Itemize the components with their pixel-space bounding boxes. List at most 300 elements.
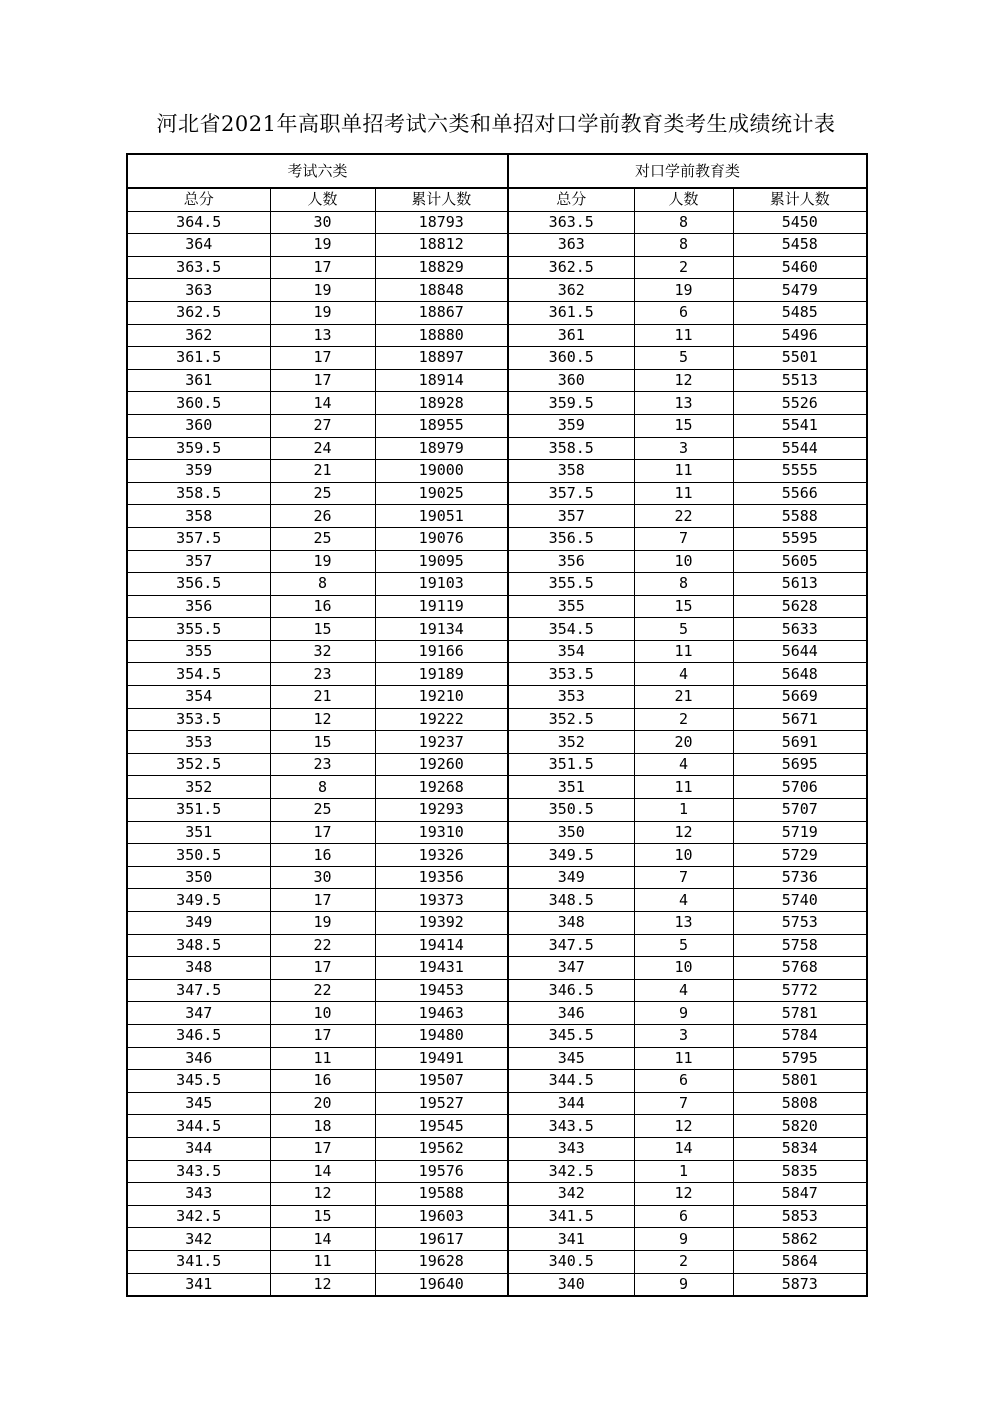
count-cell: 2 <box>634 708 733 731</box>
table-row <box>127 889 867 912</box>
count-cell: 15 <box>270 618 375 641</box>
table-row <box>127 1002 867 1025</box>
total-score-cell: 359 <box>508 414 634 437</box>
total-score-cell: 343.5 <box>127 1160 270 1183</box>
count-cell: 4 <box>634 979 733 1002</box>
total-score-cell: 352.5 <box>127 753 270 776</box>
count-cell: 17 <box>270 347 375 370</box>
table-row <box>127 301 867 324</box>
cumulative-cell: 5847 <box>733 1183 867 1206</box>
total-score-cell: 347 <box>127 1002 270 1025</box>
total-score-cell: 361 <box>508 324 634 347</box>
table-row <box>127 279 867 302</box>
total-score-cell: 355 <box>127 640 270 663</box>
count-cell: 23 <box>270 753 375 776</box>
cumulative-cell: 19640 <box>375 1273 508 1296</box>
cumulative-cell: 18848 <box>375 279 508 302</box>
count-cell: 5 <box>634 347 733 370</box>
cumulative-cell: 5820 <box>733 1115 867 1138</box>
total-score-cell: 359 <box>127 460 270 483</box>
column-header-count: 人数 <box>634 188 733 211</box>
table-row <box>127 595 867 618</box>
count-cell: 15 <box>270 731 375 754</box>
count-cell: 6 <box>634 1205 733 1228</box>
table-row <box>127 1047 867 1070</box>
cumulative-cell: 18897 <box>375 347 508 370</box>
count-cell: 8 <box>270 573 375 596</box>
column-header-row <box>127 188 867 211</box>
cumulative-cell: 5541 <box>733 414 867 437</box>
total-score-cell: 344.5 <box>508 1070 634 1093</box>
count-cell: 21 <box>270 686 375 709</box>
count-cell: 4 <box>634 889 733 912</box>
column-header-total-score: 总分 <box>508 188 634 211</box>
cumulative-cell: 5496 <box>733 324 867 347</box>
count-cell: 6 <box>634 1070 733 1093</box>
table-row <box>127 347 867 370</box>
count-cell: 19 <box>270 912 375 935</box>
count-cell: 32 <box>270 640 375 663</box>
count-cell: 20 <box>270 1092 375 1115</box>
total-score-cell: 363.5 <box>508 211 634 234</box>
cumulative-cell: 19260 <box>375 753 508 776</box>
total-score-cell: 341 <box>127 1273 270 1296</box>
count-cell: 17 <box>270 369 375 392</box>
count-cell: 11 <box>634 1047 733 1070</box>
total-score-cell: 353.5 <box>508 663 634 686</box>
cumulative-cell: 19326 <box>375 844 508 867</box>
total-score-cell: 361.5 <box>508 301 634 324</box>
total-score-cell: 354.5 <box>127 663 270 686</box>
total-score-cell: 344 <box>127 1137 270 1160</box>
count-cell: 17 <box>270 821 375 844</box>
cumulative-cell: 5862 <box>733 1228 867 1251</box>
table-row <box>127 1092 867 1115</box>
count-cell: 30 <box>270 866 375 889</box>
total-score-cell: 343 <box>508 1137 634 1160</box>
total-score-cell: 359.5 <box>508 392 634 415</box>
cumulative-cell: 5691 <box>733 731 867 754</box>
total-score-cell: 341.5 <box>127 1250 270 1273</box>
column-header-cumulative: 累计人数 <box>375 188 508 211</box>
total-score-cell: 347.5 <box>127 979 270 1002</box>
count-cell: 12 <box>270 708 375 731</box>
table-row <box>127 1273 867 1296</box>
count-cell: 9 <box>634 1273 733 1296</box>
total-score-cell: 340 <box>508 1273 634 1296</box>
cumulative-cell: 5628 <box>733 595 867 618</box>
total-score-cell: 352.5 <box>508 708 634 731</box>
total-score-cell: 356.5 <box>508 527 634 550</box>
document-title: 河北省2021年高职单招考试六类和单招对口学前教育类考生成绩统计表 <box>156 112 836 136</box>
cumulative-cell: 19051 <box>375 505 508 528</box>
count-cell: 17 <box>270 889 375 912</box>
cumulative-cell: 19463 <box>375 1002 508 1025</box>
table-row <box>127 686 867 709</box>
column-header-total-score: 总分 <box>127 188 270 211</box>
total-score-cell: 349 <box>127 912 270 935</box>
table-row <box>127 527 867 550</box>
total-score-cell: 355.5 <box>127 618 270 641</box>
cumulative-cell: 5834 <box>733 1137 867 1160</box>
total-score-cell: 346 <box>127 1047 270 1070</box>
count-cell: 3 <box>634 437 733 460</box>
cumulative-cell: 19507 <box>375 1070 508 1093</box>
total-score-cell: 360.5 <box>508 347 634 370</box>
total-score-cell: 346.5 <box>127 1024 270 1047</box>
cumulative-cell: 19392 <box>375 912 508 935</box>
table-row <box>127 414 867 437</box>
table-row <box>127 776 867 799</box>
total-score-cell: 345 <box>127 1092 270 1115</box>
table-row <box>127 708 867 731</box>
table-row <box>127 211 867 234</box>
cumulative-cell: 19562 <box>375 1137 508 1160</box>
total-score-cell: 357 <box>127 550 270 573</box>
cumulative-cell: 5740 <box>733 889 867 912</box>
count-cell: 11 <box>634 482 733 505</box>
count-cell: 10 <box>634 957 733 980</box>
total-score-cell: 358.5 <box>127 482 270 505</box>
count-cell: 15 <box>634 414 733 437</box>
total-score-cell: 350 <box>127 866 270 889</box>
cumulative-cell: 5801 <box>733 1070 867 1093</box>
total-score-cell: 362 <box>508 279 634 302</box>
table-row <box>127 934 867 957</box>
cumulative-cell: 5772 <box>733 979 867 1002</box>
cumulative-cell: 5706 <box>733 776 867 799</box>
count-cell: 19 <box>270 550 375 573</box>
total-score-cell: 345 <box>508 1047 634 1070</box>
count-cell: 14 <box>634 1137 733 1160</box>
total-score-cell: 356.5 <box>127 573 270 596</box>
total-score-cell: 356 <box>508 550 634 573</box>
cumulative-cell: 19453 <box>375 979 508 1002</box>
table-row <box>127 460 867 483</box>
table-row <box>127 979 867 1002</box>
cumulative-cell: 19310 <box>375 821 508 844</box>
cumulative-cell: 19210 <box>375 686 508 709</box>
table-body <box>127 211 867 1296</box>
total-score-cell: 345.5 <box>508 1024 634 1047</box>
cumulative-cell: 5513 <box>733 369 867 392</box>
count-cell: 11 <box>270 1250 375 1273</box>
total-score-cell: 346.5 <box>508 979 634 1002</box>
total-score-cell: 351 <box>508 776 634 799</box>
count-cell: 10 <box>634 550 733 573</box>
table-row <box>127 618 867 641</box>
cumulative-cell: 5648 <box>733 663 867 686</box>
table-row <box>127 234 867 257</box>
count-cell: 19 <box>634 279 733 302</box>
total-score-cell: 351.5 <box>127 799 270 822</box>
count-cell: 12 <box>634 369 733 392</box>
total-score-cell: 363 <box>508 234 634 257</box>
count-cell: 1 <box>634 1160 733 1183</box>
total-score-cell: 342 <box>508 1183 634 1206</box>
total-score-cell: 348.5 <box>508 889 634 912</box>
table-row <box>127 324 867 347</box>
table-row <box>127 482 867 505</box>
cumulative-cell: 5479 <box>733 279 867 302</box>
cumulative-cell: 18979 <box>375 437 508 460</box>
count-cell: 13 <box>270 324 375 347</box>
cumulative-cell: 5501 <box>733 347 867 370</box>
count-cell: 12 <box>634 1183 733 1206</box>
count-cell: 17 <box>270 1137 375 1160</box>
table-row <box>127 663 867 686</box>
count-cell: 11 <box>634 776 733 799</box>
group-header-six-categories: 考试六类 <box>127 154 508 188</box>
table-row <box>127 912 867 935</box>
column-header-count: 人数 <box>270 188 375 211</box>
cumulative-cell: 5753 <box>733 912 867 935</box>
count-cell: 18 <box>270 1115 375 1138</box>
cumulative-cell: 5669 <box>733 686 867 709</box>
cumulative-cell: 5633 <box>733 618 867 641</box>
count-cell: 15 <box>270 1205 375 1228</box>
cumulative-cell: 19237 <box>375 731 508 754</box>
total-score-cell: 348.5 <box>127 934 270 957</box>
count-cell: 11 <box>270 1047 375 1070</box>
count-cell: 11 <box>634 640 733 663</box>
cumulative-cell: 19134 <box>375 618 508 641</box>
cumulative-cell: 5719 <box>733 821 867 844</box>
count-cell: 25 <box>270 527 375 550</box>
total-score-cell: 359.5 <box>127 437 270 460</box>
total-score-cell: 358 <box>508 460 634 483</box>
table-row <box>127 731 867 754</box>
total-score-cell: 363 <box>127 279 270 302</box>
table-row <box>127 1024 867 1047</box>
total-score-cell: 360 <box>508 369 634 392</box>
cumulative-cell: 5485 <box>733 301 867 324</box>
cumulative-cell: 19166 <box>375 640 508 663</box>
total-score-cell: 358.5 <box>508 437 634 460</box>
count-cell: 8 <box>634 573 733 596</box>
total-score-cell: 354 <box>508 640 634 663</box>
cumulative-cell: 19293 <box>375 799 508 822</box>
count-cell: 11 <box>634 324 733 347</box>
cumulative-cell: 5758 <box>733 934 867 957</box>
table-row <box>127 573 867 596</box>
count-cell: 19 <box>270 234 375 257</box>
total-score-cell: 364 <box>127 234 270 257</box>
table-row <box>127 1183 867 1206</box>
cumulative-cell: 5781 <box>733 1002 867 1025</box>
count-cell: 7 <box>634 1092 733 1115</box>
count-cell: 9 <box>634 1002 733 1025</box>
table-row <box>127 256 867 279</box>
total-score-cell: 353.5 <box>127 708 270 731</box>
total-score-cell: 356 <box>127 595 270 618</box>
cumulative-cell: 19000 <box>375 460 508 483</box>
cumulative-cell: 19431 <box>375 957 508 980</box>
total-score-cell: 349.5 <box>508 844 634 867</box>
total-score-cell: 357 <box>508 505 634 528</box>
count-cell: 26 <box>270 505 375 528</box>
cumulative-cell: 18812 <box>375 234 508 257</box>
total-score-cell: 362.5 <box>508 256 634 279</box>
cumulative-cell: 19588 <box>375 1183 508 1206</box>
cumulative-cell: 19414 <box>375 934 508 957</box>
count-cell: 27 <box>270 414 375 437</box>
cumulative-cell: 19491 <box>375 1047 508 1070</box>
total-score-cell: 343 <box>127 1183 270 1206</box>
table-row <box>127 1137 867 1160</box>
count-cell: 22 <box>270 979 375 1002</box>
table-row <box>127 821 867 844</box>
cumulative-cell: 19095 <box>375 550 508 573</box>
cumulative-cell: 5544 <box>733 437 867 460</box>
table-row <box>127 866 867 889</box>
table-row <box>127 437 867 460</box>
count-cell: 25 <box>270 799 375 822</box>
count-cell: 17 <box>270 256 375 279</box>
cumulative-cell: 19103 <box>375 573 508 596</box>
total-score-cell: 342.5 <box>508 1160 634 1183</box>
table-row <box>127 392 867 415</box>
cumulative-cell: 19373 <box>375 889 508 912</box>
cumulative-cell: 5605 <box>733 550 867 573</box>
cumulative-cell: 18914 <box>375 369 508 392</box>
table-row <box>127 1160 867 1183</box>
cumulative-cell: 19356 <box>375 866 508 889</box>
total-score-cell: 353 <box>127 731 270 754</box>
table-row <box>127 1115 867 1138</box>
total-score-cell: 342 <box>127 1228 270 1251</box>
count-cell: 1 <box>634 799 733 822</box>
count-cell: 21 <box>634 686 733 709</box>
count-cell: 2 <box>634 256 733 279</box>
cumulative-cell: 19603 <box>375 1205 508 1228</box>
cumulative-cell: 18867 <box>375 301 508 324</box>
count-cell: 8 <box>270 776 375 799</box>
cumulative-cell: 19222 <box>375 708 508 731</box>
cumulative-cell: 5835 <box>733 1160 867 1183</box>
total-score-cell: 353 <box>508 686 634 709</box>
total-score-cell: 344 <box>508 1092 634 1115</box>
total-score-cell: 349.5 <box>127 889 270 912</box>
cumulative-cell: 5695 <box>733 753 867 776</box>
cumulative-cell: 5784 <box>733 1024 867 1047</box>
count-cell: 5 <box>634 934 733 957</box>
total-score-cell: 341.5 <box>508 1205 634 1228</box>
total-score-cell: 358 <box>127 505 270 528</box>
total-score-cell: 351 <box>127 821 270 844</box>
cumulative-cell: 18955 <box>375 414 508 437</box>
count-cell: 22 <box>270 934 375 957</box>
count-cell: 16 <box>270 1070 375 1093</box>
cumulative-cell: 18793 <box>375 211 508 234</box>
count-cell: 20 <box>634 731 733 754</box>
count-cell: 13 <box>634 912 733 935</box>
count-cell: 4 <box>634 753 733 776</box>
total-score-cell: 350.5 <box>508 799 634 822</box>
total-score-cell: 350 <box>508 821 634 844</box>
count-cell: 14 <box>270 1160 375 1183</box>
cumulative-cell: 5613 <box>733 573 867 596</box>
total-score-cell: 352 <box>508 731 634 754</box>
count-cell: 13 <box>634 392 733 415</box>
cumulative-cell: 18829 <box>375 256 508 279</box>
table-row <box>127 505 867 528</box>
count-cell: 12 <box>270 1183 375 1206</box>
total-score-cell: 340.5 <box>508 1250 634 1273</box>
total-score-cell: 360.5 <box>127 392 270 415</box>
count-cell: 8 <box>634 234 733 257</box>
cumulative-cell: 5588 <box>733 505 867 528</box>
cumulative-cell: 19268 <box>375 776 508 799</box>
count-cell: 16 <box>270 595 375 618</box>
cumulative-cell: 5873 <box>733 1273 867 1296</box>
total-score-cell: 354 <box>127 686 270 709</box>
count-cell: 17 <box>270 957 375 980</box>
cumulative-cell: 5795 <box>733 1047 867 1070</box>
cumulative-cell: 19576 <box>375 1160 508 1183</box>
count-cell: 12 <box>270 1273 375 1296</box>
total-score-cell: 347.5 <box>508 934 634 957</box>
table-row <box>127 1250 867 1273</box>
cumulative-cell: 18928 <box>375 392 508 415</box>
count-cell: 7 <box>634 866 733 889</box>
cumulative-cell: 5555 <box>733 460 867 483</box>
count-cell: 7 <box>634 527 733 550</box>
count-cell: 5 <box>634 618 733 641</box>
cumulative-cell: 19189 <box>375 663 508 686</box>
total-score-cell: 351.5 <box>508 753 634 776</box>
table-row <box>127 1070 867 1093</box>
cumulative-cell: 19119 <box>375 595 508 618</box>
count-cell: 12 <box>634 821 733 844</box>
count-cell: 4 <box>634 663 733 686</box>
total-score-cell: 354.5 <box>508 618 634 641</box>
count-cell: 17 <box>270 1024 375 1047</box>
cumulative-cell: 19628 <box>375 1250 508 1273</box>
table-row <box>127 957 867 980</box>
cumulative-cell: 5864 <box>733 1250 867 1273</box>
total-score-cell: 342.5 <box>127 1205 270 1228</box>
cumulative-cell: 5707 <box>733 799 867 822</box>
total-score-cell: 363.5 <box>127 256 270 279</box>
count-cell: 12 <box>634 1115 733 1138</box>
total-score-cell: 357.5 <box>127 527 270 550</box>
cumulative-cell: 19480 <box>375 1024 508 1047</box>
cumulative-cell: 5450 <box>733 211 867 234</box>
count-cell: 6 <box>634 301 733 324</box>
total-score-cell: 360 <box>127 414 270 437</box>
total-score-cell: 347 <box>508 957 634 980</box>
table-row <box>127 844 867 867</box>
count-cell: 3 <box>634 1024 733 1047</box>
count-cell: 10 <box>634 844 733 867</box>
cumulative-cell: 5729 <box>733 844 867 867</box>
cumulative-cell: 5526 <box>733 392 867 415</box>
cumulative-cell: 19025 <box>375 482 508 505</box>
total-score-cell: 357.5 <box>508 482 634 505</box>
count-cell: 2 <box>634 1250 733 1273</box>
total-score-cell: 349 <box>508 866 634 889</box>
group-header-preschool-education: 对口学前教育类 <box>508 154 867 188</box>
table-row <box>127 369 867 392</box>
total-score-cell: 362 <box>127 324 270 347</box>
count-cell: 19 <box>270 301 375 324</box>
total-score-cell: 361.5 <box>127 347 270 370</box>
total-score-cell: 355.5 <box>508 573 634 596</box>
column-header-cumulative: 累计人数 <box>733 188 867 211</box>
cumulative-cell: 5458 <box>733 234 867 257</box>
group-header-row <box>127 154 867 188</box>
